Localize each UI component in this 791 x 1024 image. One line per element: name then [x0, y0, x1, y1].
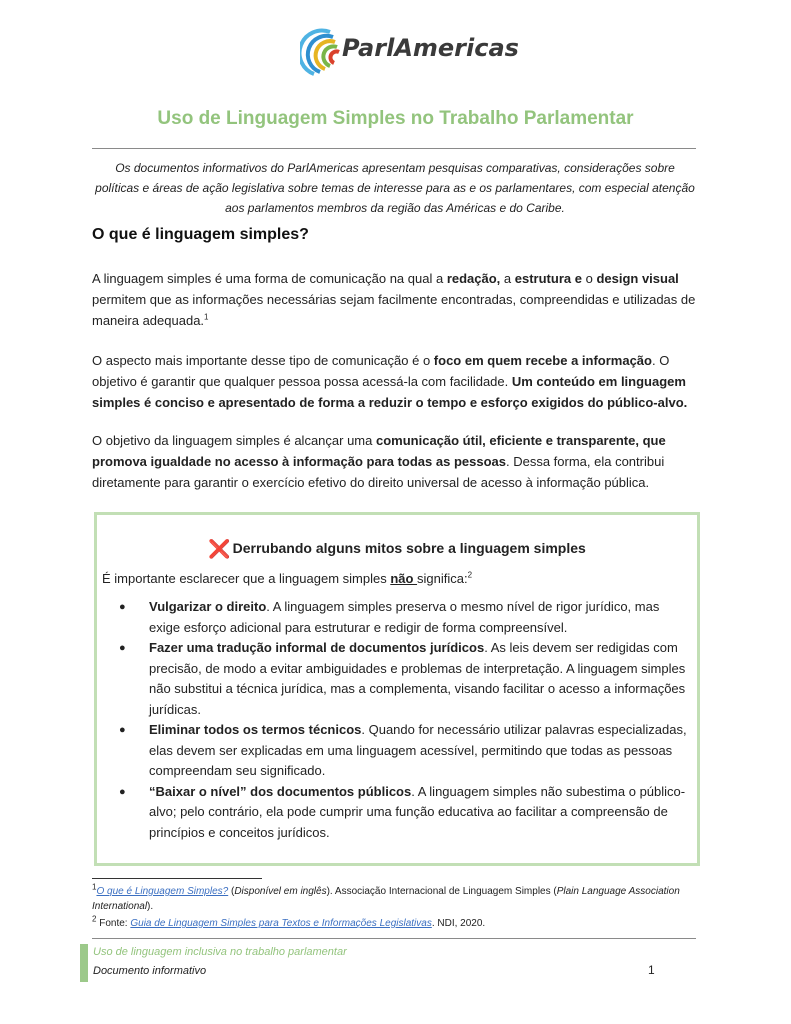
- myths-list: [117, 597, 692, 843]
- footnote-ref-2: 2: [467, 570, 473, 580]
- footnote-ref-1: 1: [204, 312, 209, 322]
- myths-box-title: ❌ Derrubando alguns mitos sobre a linguagem simples: [208, 539, 586, 559]
- myths-box-intro: É importante esclarecer que a linguagem simples não significa:$^2$: [102, 570, 473, 586]
- list-item: ● Eliminar todos os termos técnicos. Quando for necessário utilizar palavras especializadas, elas devem ser explicadas em uma linguagem acessível, permitindo que todas as pessoas compreendam seu significado.: [119, 722, 687, 778]
- logo-arcs-icon: [300, 24, 344, 80]
- footer-title: Uso de linguagem inclusiva no trabalho parlamentar: [93, 946, 347, 958]
- paragraph-objective: O objetivo da linguagem simples é alcançar uma comunicação útil, eficiente e transparente, que promova igualdade no acesso à informação para todas as pessoas. Dessa forma, ela contribui diretamente para garantir o exercício efetivo do direito universal de acesso à informação pública.: [92, 433, 666, 490]
- myths-box: [94, 512, 700, 866]
- footnote-1-link[interactable]: O que é Linguagem Simples?: [96, 886, 229, 897]
- title-divider: [92, 148, 696, 149]
- intro-text: Os documentos informativos do ParlAmericas apresentam pesquisas comparativas, considerações sobre políticas e áreas de ação legislativa sobre temas de interesse para as e os parlamentares, com especial atenção aos parlamentos membros da região das Américas e do Caribe.: [95, 161, 695, 215]
- footer-accent-bar: [80, 944, 88, 982]
- logo-text: ParlAmericas: [342, 34, 519, 62]
- parlamericas-logo: [300, 24, 519, 80]
- page-number: 1: [648, 963, 655, 977]
- list-item: ● Vulgarizar o direito. A linguagem simples preserva o mesmo nível de rigor jurídico, mas exige esforço adicional para estruturar e redigir de forma compreensível.: [119, 599, 660, 635]
- footer-divider: [92, 938, 696, 939]
- footnote-2: $^2$ Fonte: Guia de Linguagem Simples para Textos e Informações Legislativas. NDI, 2020.: [92, 914, 486, 929]
- footnote-1: $^1$O que é Linguagem Simples? (Disponível em inglês). Associação Internacional de Linguagem Simples (Plain Language Association International).: [92, 882, 680, 912]
- bullet-icon: ●: [119, 642, 126, 654]
- list-item: ● Fazer uma tradução informal de documentos jurídicos. As leis devem ser redigidas com precisão, de modo a evitar ambiguidades e problemas de interpretação. A linguagem simples não substitui a técnica jurídica, mas a complementa, visando facilitar o acesso a informações jurídicas.: [119, 640, 686, 717]
- bullet-icon: ●: [119, 601, 126, 613]
- page-title: Uso de Linguagem Simples no Trabalho Parlamentar: [157, 108, 634, 129]
- bullet-icon: ●: [119, 785, 126, 798]
- footer-doc-type: Documento informativo: [93, 965, 207, 977]
- footnote-divider: [92, 878, 262, 879]
- list-item: ● “Baixar o nível” dos documentos públicos. A linguagem simples não subestima o público-alvo; pelo contrário, ela pode cumprir uma função educativa ao facilitar a compreensão de princípios e conceitos jurídicos.: [119, 783, 686, 840]
- footnote-2-link[interactable]: Guia de Linguagem Simples para Textos e Informações Legislativas: [130, 918, 432, 929]
- bullet-icon: ●: [119, 724, 126, 736]
- paragraph-definition: A linguagem simples é uma forma de comunicação na qual a redação, a estrutura e o design visual permitem que as informações necessárias sejam facilmente encontradas, compreendidas e utilizadas de maneira adequada.$^1$: [92, 271, 696, 328]
- cross-mark-icon: ❌: [208, 539, 231, 559]
- section-heading: O que é linguagem simples?: [92, 226, 309, 243]
- paragraph-focus: O aspecto mais importante desse tipo de comunicação é o foco em quem recebe a informação. O objetivo é garantir que qualquer pessoa possa acessá-la com facilidade. Um conteúdo em linguagem simples é conciso e apresentado de forma a reduzir o tempo e esforço exigidos do público-alvo.: [92, 353, 688, 410]
